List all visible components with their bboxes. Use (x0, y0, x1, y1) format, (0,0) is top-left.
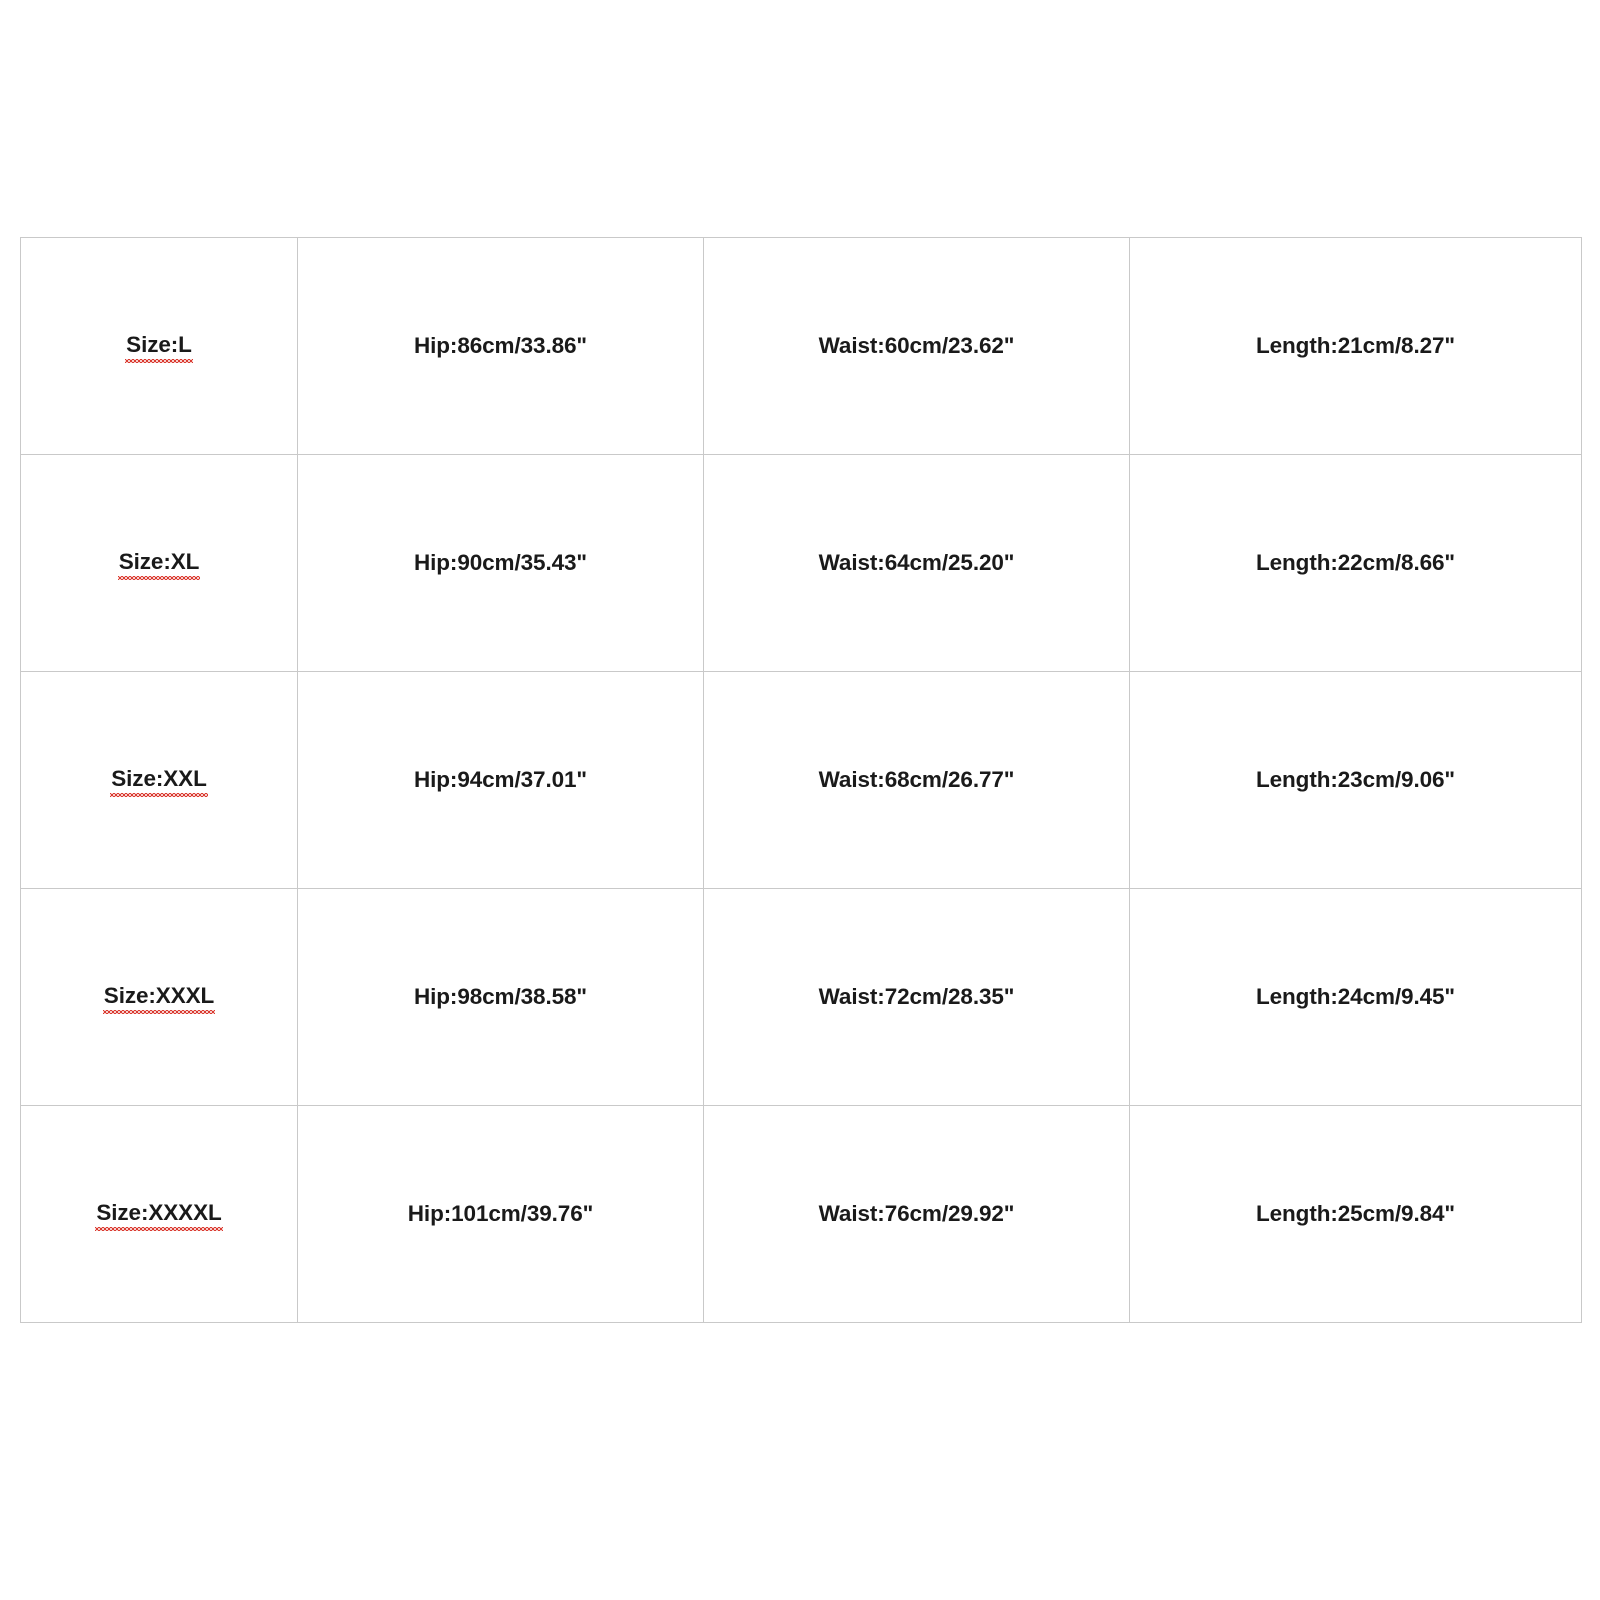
cell-hip: Hip:98cm/38.58" (298, 889, 704, 1106)
size-chart-table (20, 237, 1582, 1323)
table-row (21, 238, 1582, 455)
cell-length: Length:23cm/9.06" (1130, 672, 1582, 889)
cell-hip: Hip:94cm/37.01" (298, 672, 704, 889)
cell-hip: Hip:86cm/33.86" (298, 238, 704, 455)
cell-length: Length:24cm/9.45" (1130, 889, 1582, 1106)
table-row (21, 889, 1582, 1106)
cell-length: Length:21cm/8.27" (1130, 238, 1582, 455)
cell-size (21, 672, 298, 889)
cell-waist: Waist:64cm/25.20" (704, 455, 1130, 672)
cell-waist: Waist:60cm/23.62" (704, 238, 1130, 455)
size-label: Size:XXL (111, 766, 206, 794)
table-row (21, 672, 1582, 889)
size-label: Size:L (126, 332, 192, 360)
cell-size (21, 455, 298, 672)
size-label: Size:XXXXL (96, 1200, 221, 1228)
cell-length: Length:22cm/8.66" (1130, 455, 1582, 672)
cell-waist: Waist:76cm/29.92" (704, 1106, 1130, 1323)
size-label: Size:XXXL (104, 983, 214, 1011)
size-label: Size:XL (119, 549, 200, 577)
cell-waist: Waist:72cm/28.35" (704, 889, 1130, 1106)
cell-waist: Waist:68cm/26.77" (704, 672, 1130, 889)
cell-hip: Hip:101cm/39.76" (298, 1106, 704, 1323)
size-chart-body (21, 238, 1582, 1323)
cell-hip: Hip:90cm/35.43" (298, 455, 704, 672)
cell-size (21, 1106, 298, 1323)
cell-size (21, 889, 298, 1106)
table-row (21, 1106, 1582, 1323)
cell-length: Length:25cm/9.84" (1130, 1106, 1582, 1323)
table-row (21, 455, 1582, 672)
cell-size (21, 238, 298, 455)
